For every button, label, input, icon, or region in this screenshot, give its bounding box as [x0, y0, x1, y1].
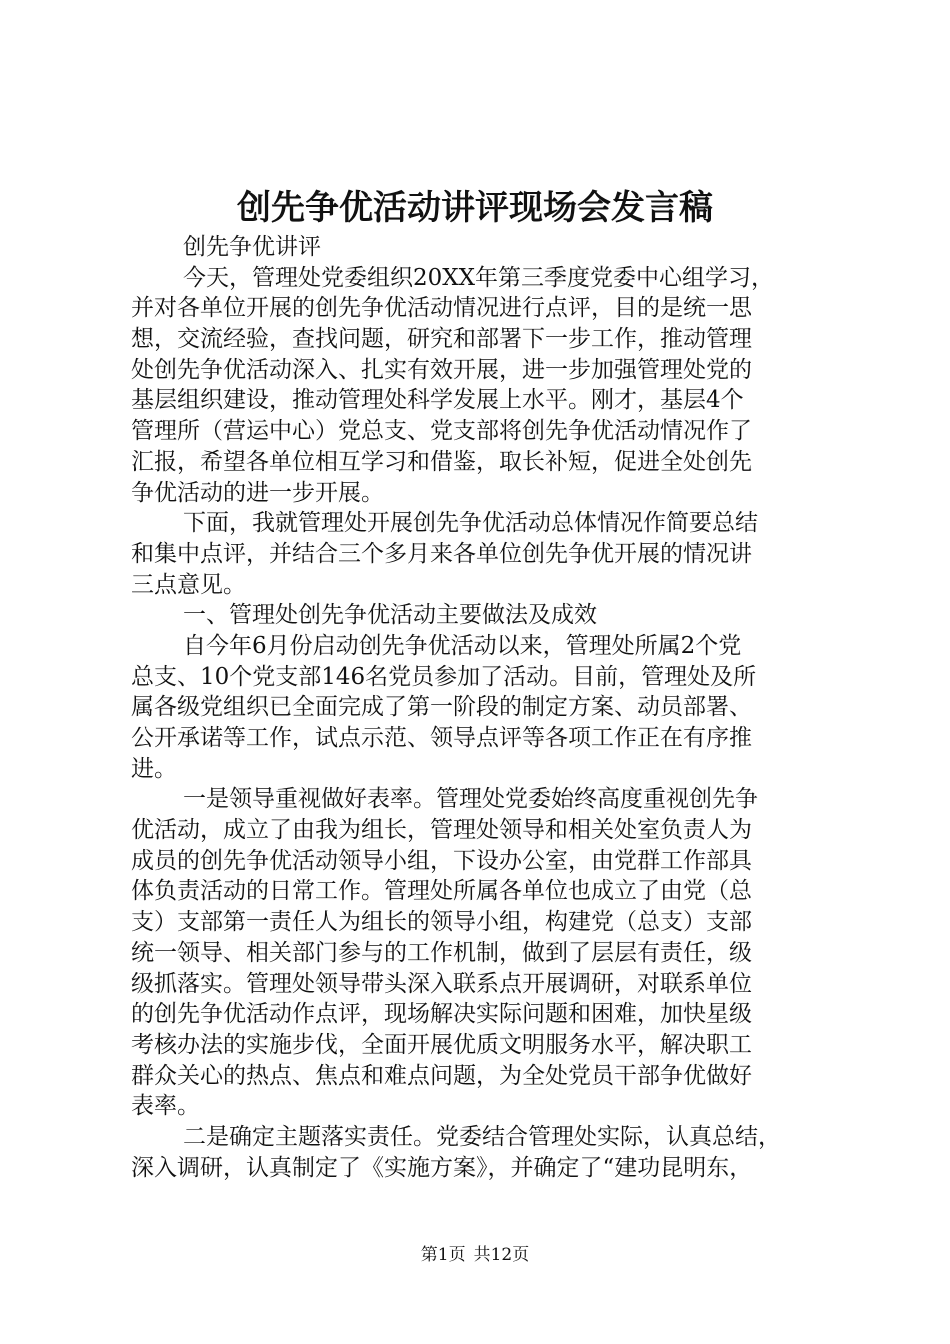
text-line: 汇报，希望各单位相互学习和借鉴，取长补短，促进全处创先: [131, 448, 752, 475]
text-line: 表率。: [131, 1093, 200, 1120]
text-line: 三点意见。: [131, 571, 246, 598]
text-line: 下面，我就管理处开展创先争优活动总体情况作简要总结: [183, 510, 758, 537]
document-title: 创先争优活动讲评现场会发言稿: [237, 188, 713, 228]
text-line: 并对各单位开展的创先争优活动情况进行点评，目的是统一思: [131, 295, 752, 322]
text-line: 统一领导、相关部门参与的工作机制，做到了层层有责任，级: [131, 939, 752, 966]
text-line: 体负责活动的日常工作。管理处所属各单位也成立了由党（总: [131, 878, 752, 905]
text-line: 自今年6月份启动创先争优活动以来，管理处所属2个党: [183, 632, 742, 659]
section-heading: 一、管理处创先争优活动主要做法及成效: [183, 602, 597, 629]
page-footer: [0, 1243, 950, 1267]
text-line: 的创先争优活动作点评，现场解决实际问题和困难，加快星级: [131, 1001, 752, 1028]
text-line: 今天，管理处党委组织20XX年第三季度党委中心组学习，: [183, 264, 775, 291]
text-line: 进。: [131, 755, 177, 782]
text-line: 一是领导重视做好表率。管理处党委始终高度重视创先争: [183, 786, 758, 813]
text-line: 公开承诺等工作，试点示范、领导点评等各项工作正在有序推: [131, 725, 752, 751]
text-line: 考核办法的实施步伐，全面开展优质文明服务水平，解决职工: [131, 1031, 752, 1058]
text-line: 群众关心的热点、焦点和难点问题，为全处党员干部争优做好: [131, 1062, 752, 1089]
text-line: 二是确定主题落实责任。党委结合管理处实际，认真总结，: [183, 1123, 781, 1150]
text-line: 总支、10个党支部146名党员参加了活动。目前，管理处及所: [131, 663, 757, 690]
text-line: 和集中点评，并结合三个多月来各单位创先争优开展的情况讲: [131, 540, 752, 567]
text-line: 深入调研，认真制定了《实施方案》，并确定了“建功昆明东，: [131, 1154, 753, 1181]
text-line: 基层组织建设，推动管理处科学发展上水平。刚才，基层4个: [131, 387, 744, 414]
text-line: 想，交流经验，查找问题，研究和部署下一步工作，推动管理: [131, 326, 752, 353]
text-line: 属各级党组织已全面完成了第一阶段的制定方案、动员部署、: [131, 694, 752, 721]
text-line: 争优活动的进一步开展。: [131, 479, 384, 506]
page-number: 第1页: [420, 1245, 466, 1265]
document-body: [131, 232, 831, 1183]
text-line: 处创先争优活动深入、扎实有效开展，进一步加强管理处党的: [131, 356, 752, 383]
text-line: 成员的创先争优活动领导小组，下设办公室，由党群工作部具: [131, 847, 752, 874]
text-line: 优活动，成立了由我为组长，管理处领导和相关处室负责人为: [131, 817, 752, 844]
page-total: 共12页: [473, 1245, 530, 1265]
subtitle-line: 创先争优讲评: [183, 234, 321, 260]
text-line: 支）支部第一责任人为组长的领导小组，构建党（总支）支部: [131, 909, 752, 936]
text-line: 级抓落实。管理处领导带头深入联系点开展调研，对联系单位: [131, 970, 752, 997]
text-line: 管理所（营运中心）党总支、党支部将创先争优活动情况作了: [131, 418, 752, 445]
